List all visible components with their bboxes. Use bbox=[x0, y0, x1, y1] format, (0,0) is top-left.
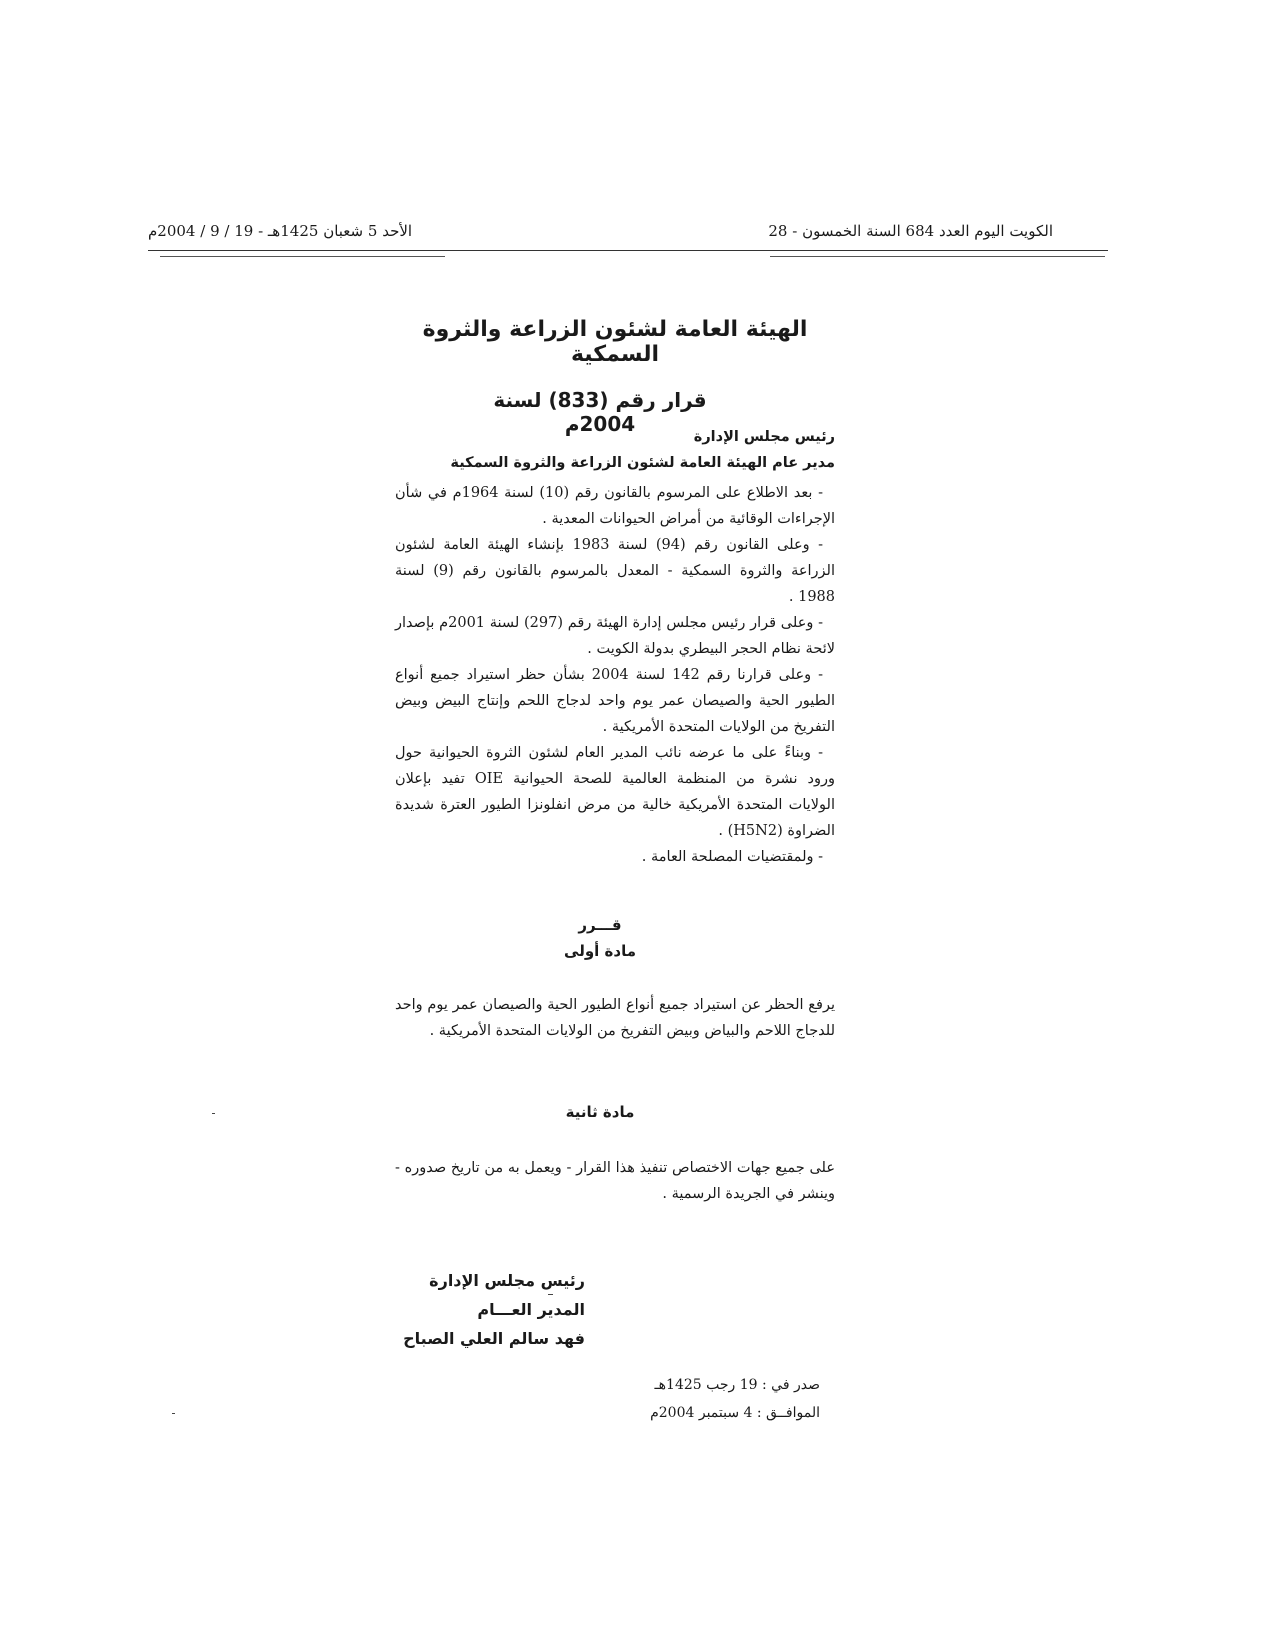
scan-speck bbox=[212, 1113, 215, 1114]
preamble-item: - وعلى قرار رئيس مجلس إدارة الهيئة رقم (297) لسنة 2001م بإصدار لائحة نظام الحجر البيطري بدولة الكويت . bbox=[395, 615, 835, 657]
header-underline-left bbox=[160, 256, 445, 257]
issuer-line-2: مدير عام الهيئة العامة لشئون الزراعة والثروة السمكية bbox=[450, 455, 835, 471]
signature-line-2: المدير العـــام bbox=[477, 1300, 585, 1319]
preamble-item: - وعلى قرارنا رقم 142 لسنة 2004 بشأن حظر استيراد جميع أنواع الطيور الحية والصيصان عمر يوم واحد لدجاج اللحم وإنتاج البيض وبيض التفريخ من الولايات المتحدة الأمريكية . bbox=[395, 667, 835, 735]
authority-name: الهيئة العامة لشئون الزراعة والثروة السمكية bbox=[422, 317, 808, 367]
scan-speck bbox=[548, 1294, 553, 1295]
issued-date-gregorian: الموافــق : 4 سبتمبر 2004م bbox=[650, 1405, 820, 1421]
preamble bbox=[395, 480, 835, 870]
article-2-body: على جميع جهات الاختصاص تنفيذ هذا القرار - ويعمل به من تاريخ صدوره - وينشر في الجريدة الرسمية . bbox=[395, 1160, 835, 1202]
header-rule bbox=[148, 250, 1108, 251]
header-underline-right bbox=[770, 256, 1105, 257]
preamble-item: - وعلى القانون رقم (94) لسنة 1983 بإنشاء الهيئة العامة لشئون الزراعة والثروة السمكية - المعدل بالمرسوم بالقانون رقم (9) لسنة 1988 . bbox=[395, 537, 835, 605]
article-2-title: مادة ثانية bbox=[565, 1103, 635, 1121]
running-header-right: الكويت اليوم العدد 684 السنة الخمسون - 28 bbox=[768, 222, 1053, 240]
article-1-text bbox=[395, 992, 835, 1044]
issued-date-hijri: صدر في : 19 رجب 1425هـ bbox=[654, 1377, 820, 1393]
issuer-block bbox=[395, 424, 835, 476]
issuer-line-1: رئيس مجلس الإدارة bbox=[693, 429, 835, 445]
signature-line-3: فهد سالم العلي الصباح bbox=[403, 1329, 585, 1348]
signature-block bbox=[403, 1266, 585, 1353]
article-1-body: يرفع الحظر عن استيراد جميع أنواع الطيور الحية والصيصان عمر يوم واحد للدجاج اللاحم والبياض وبيض التفريخ من الولايات المتحدة الأمريكية . bbox=[395, 997, 835, 1039]
issued-block bbox=[650, 1371, 820, 1427]
preamble-item: - ولمقتضيات المصلحة العامة . bbox=[641, 849, 823, 865]
decision-title: قرار رقم (833) لسنة 2004م bbox=[493, 388, 707, 436]
signature-line-1: رئيس مجلس الإدارة bbox=[429, 1271, 585, 1290]
article-1-title: مادة أولى bbox=[564, 942, 636, 960]
decided-heading: قـــرر bbox=[578, 916, 622, 934]
preamble-item: - وبناءً على ما عرضه نائب المدير العام لشئون الثروة الحيوانية حول ورود نشرة من المنظمة العالمية للصحة الحيوانية OIE تفيد بإعلان الولايات المتحدة الأمريكية خالية من مرض انفلونزا الطيور العترة شديدة الضراوة (H5N2) . bbox=[395, 745, 836, 839]
scan-speck bbox=[172, 1413, 175, 1414]
article-2-text bbox=[395, 1155, 835, 1207]
preamble-item: - بعد الاطلاع على المرسوم بالقانون رقم (10) لسنة 1964م في شأن الإجراءات الوقائية من أمراض الحيوانات المعدية . bbox=[395, 485, 835, 527]
running-header-left: الأحد 5 شعبان 1425هـ - 19 / 9 / 2004م bbox=[148, 222, 413, 240]
